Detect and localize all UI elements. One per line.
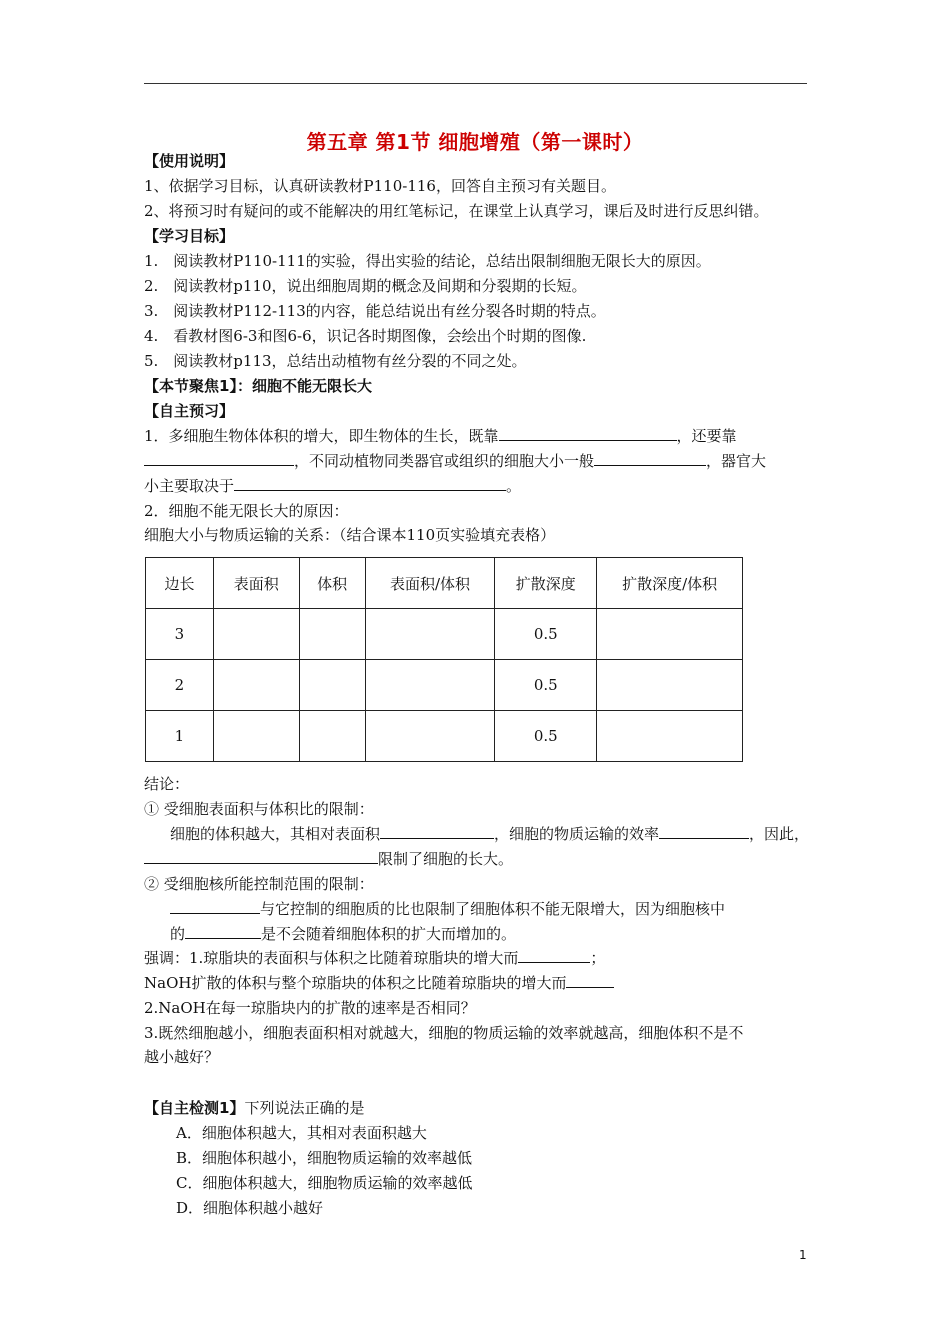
table-cell[interactable] xyxy=(213,660,299,711)
header-rule xyxy=(144,83,807,84)
table-cell[interactable] xyxy=(213,711,299,762)
conclusion-2-line2: 的 是不会随着细胞体积的扩大而增加的。 xyxy=(170,925,517,943)
table-header: 表面积 xyxy=(213,558,299,609)
page-title: 第五章 第1节 细胞增殖（第一课时） xyxy=(306,130,644,154)
table-cell[interactable] xyxy=(597,660,743,711)
answer-blank[interactable] xyxy=(234,476,506,491)
emphasis-1b: NaOH扩散的体积与整个琼脂块的体积之比随着琼脂块的增大而 xyxy=(144,973,614,993)
answer-blank[interactable] xyxy=(594,451,706,466)
table-cell: 0.5 xyxy=(495,711,597,762)
table-row xyxy=(146,609,743,660)
table-cell: 1 xyxy=(146,711,214,762)
conclusion-1-line1: 细胞的体积越大，其相对表面积 ，细胞的物质运输的效率 ，因此， xyxy=(170,825,810,843)
table-cell[interactable] xyxy=(299,711,365,762)
goal-item-3: 3. 阅读教材P112-113的内容，能总结说出有丝分裂各时期的特点。 xyxy=(144,302,606,320)
table-row xyxy=(146,660,743,711)
answer-blank[interactable] xyxy=(185,924,261,939)
option-c[interactable]: C．细胞体积越大，细胞物质运输的效率越低 xyxy=(176,1174,473,1192)
usage-item-1: 1、依据学习目标，认真研读教材P110-116，回答自主预习有关题目。 xyxy=(144,177,616,195)
table-cell: 0.5 xyxy=(495,609,597,660)
conclusion-2-line1: 与它控制的细胞质的比也限制了细胞体积不能无限增大，因为细胞核中 xyxy=(170,899,725,919)
preview-heading: 【自主预习】 xyxy=(144,402,235,420)
table-cell: 0.5 xyxy=(495,660,597,711)
goal-item-2: 2. 阅读教材p110，说出细胞周期的概念及间期和分裂期的长短。 xyxy=(144,277,587,295)
option-b[interactable]: B．细胞体积越小，细胞物质运输的效率越低 xyxy=(176,1149,473,1167)
usage-item-2: 2、将预习时有疑问的或不能解决的用红笔标记，在课堂上认真学习，课后及时进行反思纠错。 xyxy=(144,202,769,220)
table-header-row xyxy=(146,558,743,609)
answer-blank[interactable] xyxy=(144,849,378,864)
answer-blank[interactable] xyxy=(499,426,677,441)
table-cell[interactable] xyxy=(365,609,495,660)
answer-blank[interactable] xyxy=(380,824,494,839)
preview-q1-line2: ，不同动植物同类器官或组织的细胞大小一般 ，器官大 xyxy=(144,451,766,471)
emphasis-1: 强调：1.琼脂块的表面积与体积之比随着琼脂块的增大而 ； xyxy=(144,949,606,967)
option-d[interactable]: D．细胞体积越小越好 xyxy=(176,1199,324,1217)
answer-blank[interactable] xyxy=(659,824,749,839)
answer-blank[interactable] xyxy=(518,948,590,963)
table-header: 边长 xyxy=(146,558,214,609)
self-check-question: 【自主检测1】下列说法正确的是 xyxy=(144,1099,365,1117)
table-header: 扩散深度 xyxy=(495,558,597,609)
usage-heading: 【使用说明】 xyxy=(144,152,235,170)
conclusion-label: 结论： xyxy=(144,775,190,793)
table-cell[interactable] xyxy=(299,660,365,711)
option-a[interactable]: A．细胞体积越大，其相对表面积越大 xyxy=(176,1124,427,1142)
answer-blank[interactable] xyxy=(566,973,614,988)
page-number: 1 xyxy=(799,1248,807,1262)
preview-q1-line1: 1．多细胞生物体体积的增大，即生物体的生长，既靠 ，还要靠 xyxy=(144,427,737,445)
preview-q2: 2．细胞不能无限长大的原因： xyxy=(144,502,349,520)
table-header: 扩散深度/体积 xyxy=(597,558,743,609)
conclusion-2: ② 受细胞核所能控制范围的限制： xyxy=(144,875,374,893)
table-header: 体积 xyxy=(299,558,365,609)
goals-heading: 【学习目标】 xyxy=(144,227,235,245)
goal-item-5: 5. 阅读教材p113，总结出动植物有丝分裂的不同之处。 xyxy=(144,352,527,370)
table-cell[interactable] xyxy=(299,609,365,660)
conclusion-1: ① 受细胞表面积与体积比的限制： xyxy=(144,800,374,818)
table-header: 表面积/体积 xyxy=(365,558,495,609)
table-cell: 2 xyxy=(146,660,214,711)
table-cell[interactable] xyxy=(213,609,299,660)
table-cell: 3 xyxy=(146,609,214,660)
emphasis-2: 2.NaOH在每一琼脂块内的扩散的速率是否相同？ xyxy=(144,999,476,1017)
table-cell[interactable] xyxy=(597,711,743,762)
table-row xyxy=(146,711,743,762)
table-cell[interactable] xyxy=(365,660,495,711)
preview-q1-line3: 小主要取决于 。 xyxy=(144,477,522,495)
emphasis-3-line1: 3.既然细胞越小，细胞表面积相对就越大，细胞的物质运输的效率就越高，细胞体积不是不 xyxy=(144,1024,744,1042)
answer-blank[interactable] xyxy=(144,451,294,466)
self-check-heading: 【自主检测1】 xyxy=(144,1099,245,1117)
table-cell[interactable] xyxy=(365,711,495,762)
goal-item-1: 1. 阅读教材P110-111的实验，得出实验的结论，总结出限制细胞无限长大的原因。 xyxy=(144,252,711,270)
relation-text: 细胞大小与物质运输的关系：（结合课本110页实验填充表格） xyxy=(144,526,556,544)
table-cell[interactable] xyxy=(597,609,743,660)
conclusion-1-line2: 限制了细胞的长大。 xyxy=(144,849,513,869)
experiment-table xyxy=(145,557,743,762)
emphasis-3-line2: 越小越好？ xyxy=(144,1048,220,1066)
focus-heading: 【本节聚焦1】：细胞不能无限长大 xyxy=(144,377,372,395)
answer-blank[interactable] xyxy=(170,899,260,914)
goal-item-4: 4. 看教材图6-3和图6-6，识记各时期图像，会绘出个时期的图像. xyxy=(144,327,587,345)
